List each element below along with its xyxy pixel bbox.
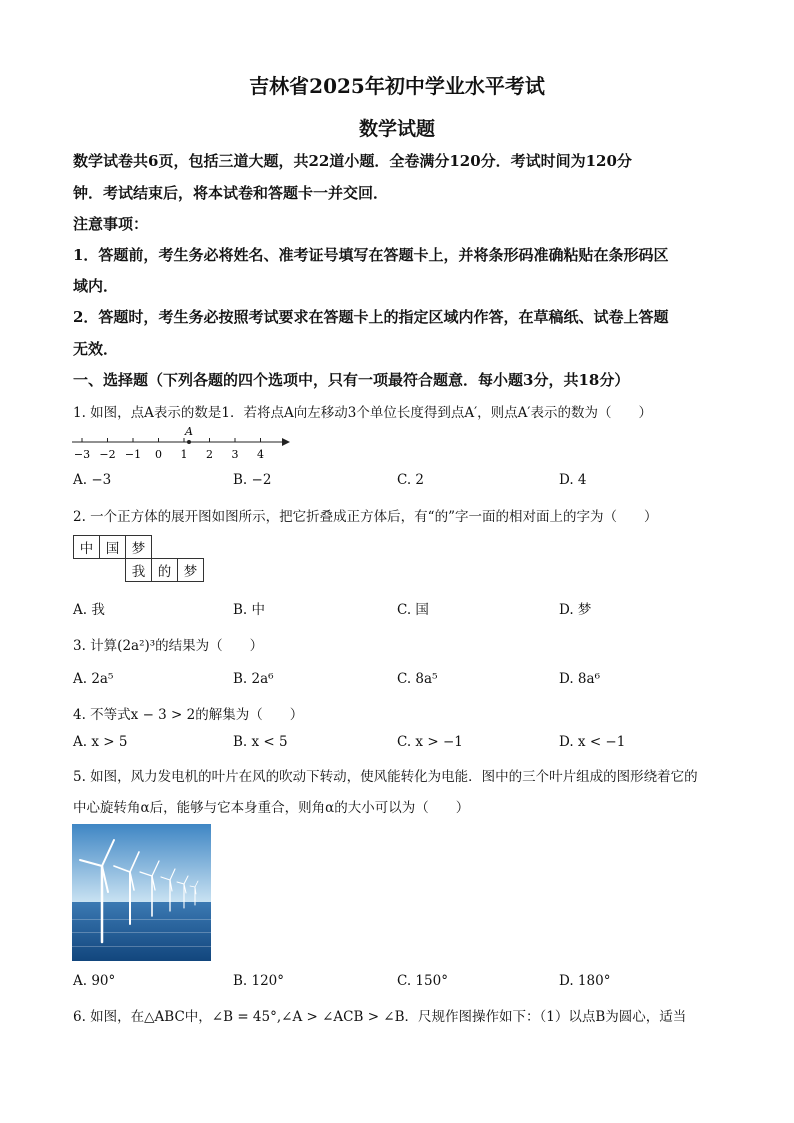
q5-option-a[interactable]: A. 90°	[73, 973, 116, 989]
q2-option-b[interactable]: B. 中	[233, 602, 266, 618]
q3-option-c[interactable]: C. 8a⁵	[397, 671, 438, 687]
number-line-tick-label: −1	[124, 448, 142, 461]
q5-option-b[interactable]: B. 120°	[233, 973, 285, 989]
q2-option-a[interactable]: A. 我	[73, 602, 105, 618]
notice-1-line-1: 1．答题前，考生务必将姓名、准考证号填写在答题卡上，并将条形码准确粘贴在条形码区	[73, 246, 669, 264]
exam-subtitle: 数学试题	[358, 118, 435, 140]
exam-title: 吉林省2025年初中学业水平考试	[249, 74, 545, 98]
number-line-tick-label: 3	[231, 448, 239, 461]
notice-title: 注意事项：	[73, 215, 149, 233]
q3-stem: 3. 计算(2a²)³的结果为（ ）	[73, 638, 264, 654]
q2-option-d[interactable]: D. 梦	[559, 602, 592, 618]
point-a	[187, 440, 191, 444]
q4-option-b[interactable]: B. x < 5	[233, 734, 288, 750]
q5-option-d[interactable]: D. 180°	[559, 973, 611, 989]
net-cell: 国	[100, 536, 126, 559]
intro-line-2: 钟．考试结束后，将本试卷和答题卡一并交回．	[73, 184, 389, 202]
q5-option-c[interactable]: C. 150°	[397, 973, 448, 989]
q3-option-b[interactable]: B. 2a⁶	[233, 671, 274, 687]
q4-option-d[interactable]: D. x < −1	[559, 734, 626, 750]
intro-line-1: 数学试卷共6页，包括三道大题，共22道小题．全卷满分120分．考试时间为120分	[73, 152, 632, 170]
q1-option-c[interactable]: C. 2	[397, 472, 425, 488]
q2-option-c[interactable]: C. 国	[397, 602, 429, 618]
q2-stem: 2. 一个正方体的展开图如图所示，把它折叠成正方体后，有“的”字一面的相对面上的字为（ ）	[73, 509, 658, 525]
net-cell: 我	[126, 559, 152, 582]
notice-1-line-2: 域内．	[73, 277, 119, 295]
number-line-tick-label: 2	[206, 448, 213, 461]
net-cell: 梦	[178, 559, 204, 582]
section-1-heading: 一、选择题（下列各题的四个选项中，只有一项最符合题意．每小题3分，共18分）	[73, 371, 630, 389]
q6-stem: 6. 如图，在△ABC中，∠B = 45°,∠A > ∠ACB > ∠B．尺规作图操作如下：（1）以点B为圆心，适当	[73, 1009, 687, 1025]
q1-option-a[interactable]: A. −3	[73, 472, 112, 488]
q4-option-c[interactable]: C. x > −1	[397, 734, 463, 750]
q4-option-a[interactable]: A. x > 5	[73, 734, 128, 750]
cube-net	[73, 535, 204, 582]
notice-2-line-2: 无效．	[73, 340, 119, 358]
net-cell: 的	[152, 559, 178, 582]
number-line-tick-label: −2	[99, 448, 116, 461]
q3-option-d[interactable]: D. 8a⁶	[559, 671, 600, 687]
q4-stem: 4. 不等式x − 3 > 2的解集为（ ）	[73, 707, 304, 723]
number-line-tick-label: 0	[155, 448, 162, 461]
q1-stem: 1. 如图，点A表示的数是1．若将点A向左移动3个单位长度得到点A′，则点A′表示的数为（ ）	[73, 405, 652, 421]
net-cell: 中	[74, 536, 100, 559]
q3-option-a[interactable]: A. 2a⁵	[73, 671, 114, 687]
notice-2-line-1: 2．答题时，考生务必按照考试要求在答题卡上的指定区域内作答，在草稿纸、试卷上答题	[73, 308, 669, 326]
point-a-label: A	[185, 425, 193, 438]
number-line	[70, 424, 290, 464]
q1-option-d[interactable]: D. 4	[559, 472, 587, 488]
q5-stem-line-1: 5. 如图，风力发电机的叶片在风的吹动下转动，使风能转化为电能．图中的三个叶片组成的图形绕着它的	[73, 769, 698, 785]
q1-option-b[interactable]: B. −2	[233, 472, 272, 488]
q5-stem-line-2: 中心旋转角α后，能够与它本身重合，则角α的大小可以为（ ）	[73, 800, 470, 816]
number-line-tick-label: 4	[257, 448, 264, 461]
net-cell: 梦	[126, 536, 152, 559]
number-line-tick-label: −3	[73, 448, 91, 461]
number-line-tick-label: 1	[180, 448, 188, 461]
wind-turbine-photo	[72, 824, 211, 961]
